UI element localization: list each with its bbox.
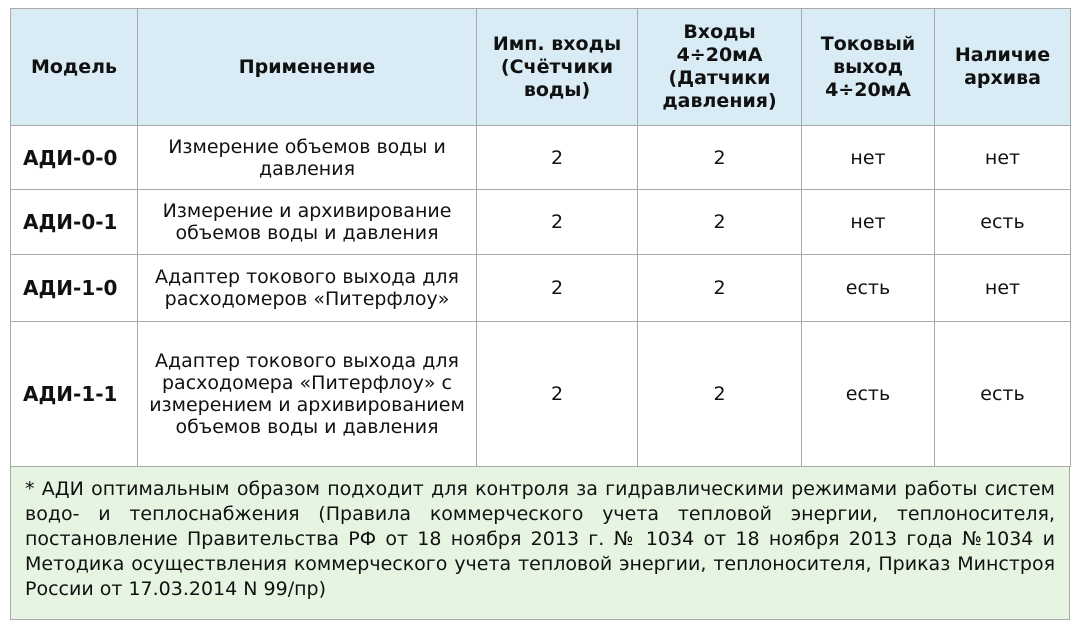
- cell-pulse-inputs: 2: [477, 126, 638, 190]
- table-row: [11, 126, 1071, 190]
- table-row: [11, 255, 1071, 322]
- cell-current-output: нет: [802, 190, 935, 255]
- cell-model: АДИ-1-0: [11, 255, 138, 322]
- cell-model: АДИ-0-0: [11, 126, 138, 190]
- header-inputs-4-20: Входы 4÷20мА (Датчики давления): [638, 9, 802, 126]
- cell-application: Измерение объемов воды и давления: [138, 126, 477, 190]
- cell-current-output: есть: [802, 322, 935, 467]
- cell-application: Адаптер токового выхода для расходомера «Питерфлоу» с измерением и архивированием объемов воды и давления: [138, 322, 477, 467]
- table-row: [11, 190, 1071, 255]
- header-current-output: Токовый выход 4÷20мА: [802, 9, 935, 126]
- cell-archive: нет: [935, 126, 1071, 190]
- cell-inputs-4-20: 2: [638, 322, 802, 467]
- cell-inputs-4-20: 2: [638, 126, 802, 190]
- spec-table-container: [10, 8, 1070, 620]
- cell-archive: есть: [935, 190, 1071, 255]
- footnote: * АДИ оптимальным образом подходит для контроля за гидравлическими режимами работы систем водо- и теплоснабжения (Правила коммерческого учета тепловой энергии, теплоносителя, постановление Правительства РФ от 18 ноября 2013 г. № 1034 от 18 ноября 2013 года №1034 и Методика осуществления коммерческого учета тепловой энергии, теплоносителя, Приказ Минстроя России от 17.03.2014 N 99/пр): [10, 467, 1070, 620]
- table-header-row: [11, 9, 1071, 126]
- cell-current-output: нет: [802, 126, 935, 190]
- header-pulse-inputs: Имп. входы (Счётчики воды): [477, 9, 638, 126]
- table-row: [11, 322, 1071, 467]
- cell-inputs-4-20: 2: [638, 255, 802, 322]
- cell-pulse-inputs: 2: [477, 255, 638, 322]
- cell-model: АДИ-1-1: [11, 322, 138, 467]
- header-model: Модель: [11, 9, 138, 126]
- cell-current-output: есть: [802, 255, 935, 322]
- cell-archive: есть: [935, 322, 1071, 467]
- header-application: Применение: [138, 9, 477, 126]
- cell-inputs-4-20: 2: [638, 190, 802, 255]
- cell-pulse-inputs: 2: [477, 190, 638, 255]
- cell-archive: нет: [935, 255, 1071, 322]
- header-archive: Наличие архива: [935, 9, 1071, 126]
- models-table: [10, 8, 1071, 467]
- cell-application: Измерение и архивирование объемов воды и давления: [138, 190, 477, 255]
- cell-model: АДИ-0-1: [11, 190, 138, 255]
- cell-pulse-inputs: 2: [477, 322, 638, 467]
- cell-application: Адаптер токового выхода для расходомеров «Питерфлоу»: [138, 255, 477, 322]
